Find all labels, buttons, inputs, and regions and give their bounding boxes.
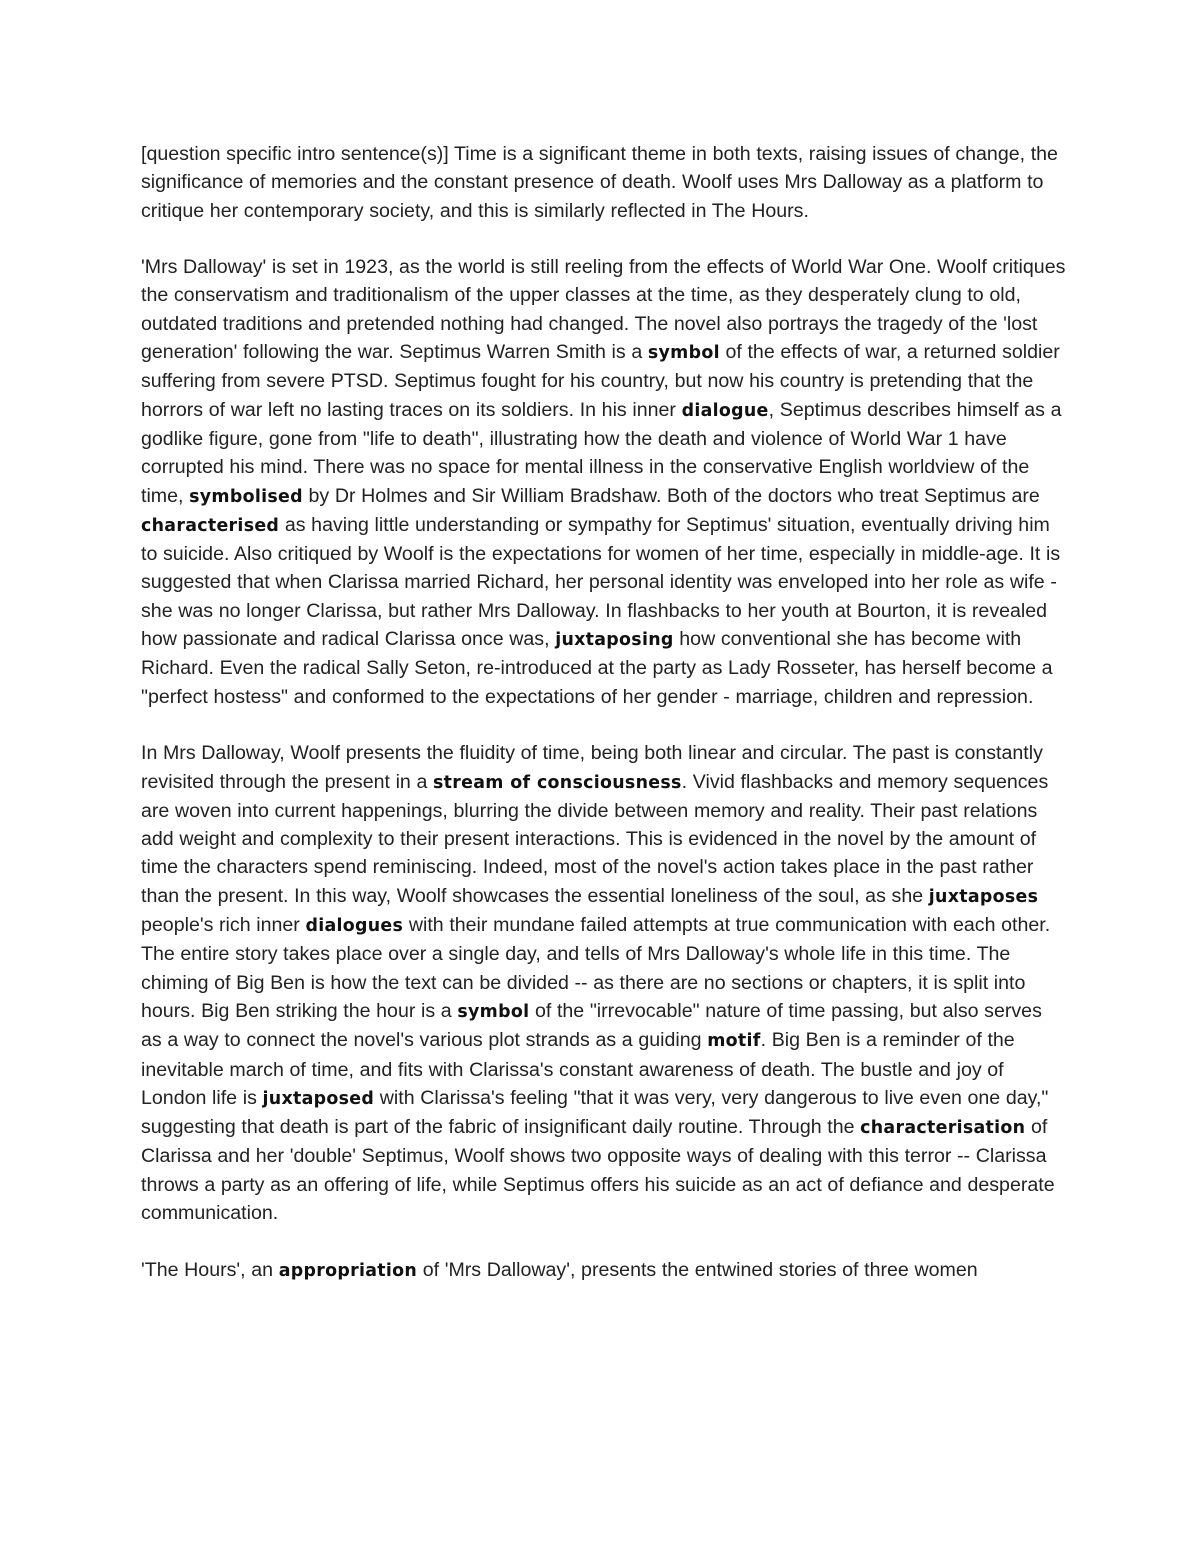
keyword-bold: appropriation (278, 1260, 418, 1281)
keyword-bold: characterisation (860, 1118, 1026, 1139)
text-run: people's rich inner (141, 914, 306, 937)
keyword-bold: motif (707, 1031, 761, 1052)
text-run: of the "irrevocable" nature of time passing, but also serves as a way to connect the novel's various plot strands as a guiding (141, 999, 1042, 1052)
text-run: 'The Hours', an (141, 1258, 279, 1281)
text-run: 'Mrs Dalloway' is set in 1923, as the world is still reeling from the effects of World War One. Woolf critiques the conservatism and traditionalism of the upper classes at the time, as they desperately clung to old, outdated traditions and pretended nothing had changed. The novel also portrays the tragedy of the 'lost generation' following the war. Septimus Warren Smith is a (141, 256, 1066, 364)
keyword-bold: characterised (141, 515, 280, 536)
paragraph-intro (141, 140, 1066, 225)
text-run: . Big Ben is a reminder of the inevitable march of time, and fits with Clarissa's constant awareness of death. The bustle and joy of London life is (141, 1029, 1015, 1109)
keyword-bold: stream of consciousness (433, 772, 682, 793)
paragraph-the-hours (141, 1256, 1066, 1285)
text-run: with their mundane failed attempts at true communication with each other. The entire story takes place over a single day, and tells of Mrs Dalloway's whole life in this time. The chiming of Big Ben is how the text can be divided -- as there are no sections or chapters, it is split into hours. Big Ben striking the hour is a (141, 914, 1051, 1022)
paragraph-context (141, 253, 1066, 711)
text-run: how conventional she has become with Richard. Even the radical Sally Seton, re-introduced at the party as Lady Rosseter, has herself become a "perfect hostess" and conformed to the expectations of her gender - marriage, children and repression. (141, 628, 1053, 708)
keyword-bold: dialogues (305, 916, 404, 937)
keyword-bold: juxtaposing (555, 630, 674, 651)
text-run: of Clarissa and her 'double' Septimus, Woolf shows two opposite ways of dealing with this terror -- Clarissa throws a party as an offering of life, while Septimus offers his suicide as an act of defiance and desperate communication. (141, 1116, 1055, 1224)
keyword-bold: juxtaposed (262, 1088, 375, 1109)
text-run: . Vivid flashbacks and memory sequences are woven into current happenings, blurring the divide between memory and reality. Their past relations add weight and complexity to their present interactions. This is evidenced in the novel by the amount of time the characters spend reminiscing. Indeed, most of the novel's action takes place in the past rather than the present. In this way, Woolf showcases the essential loneliness of the soul, as she (141, 770, 1049, 907)
keyword-bold: dialogue (681, 400, 769, 421)
text-run: with Clarissa's feeling "that it was very, very dangerous to live even one day," suggesting that death is part of the fabric of insignificant daily routine. Through the (141, 1086, 1049, 1139)
keyword-bold: symbol (457, 1001, 530, 1022)
keyword-bold: juxtaposes (928, 886, 1039, 907)
text-run: , Septimus describes himself as a godlike figure, gone from "life to death", illustrating how the death and violence of World War 1 have corrupted his mind. There was no space for mental illness in the conservative English worldview of the time, (141, 398, 1062, 507)
text-run: by Dr Holmes and Sir William Bradshaw. Both of the doctors who treat Septimus are (302, 484, 1040, 507)
text-run: as having little understanding or sympathy for Septimus' situation, eventually driving him to suicide. Also critiqued by Woolf is the expectations for women of her time, especially in middle-age. It is suggested that when Clarissa married Richard, her personal identity was enveloped into her role as wife - she was no longer Clarissa, but rather Mrs Dalloway. In flashbacks to her youth at Bourton, it is revealed how passionate and radical Clarissa once was, (141, 513, 1061, 651)
text-run: of the effects of war, a returned soldier suffering from severe PTSD. Septimus fought for his country, but now his country is pretending that the horrors of war left no lasting traces on its soldiers. In his inner (141, 341, 1060, 421)
text-run: [question specific intro sentence(s)] Time is a significant theme in both texts, raising issues of change, the significance of memories and the constant presence of death. Woolf uses Mrs Dalloway as a platform to critique her contemporary society, and this is similarly reflected in The Hours. (141, 143, 1058, 222)
document-body (141, 140, 1066, 1313)
paragraph-time (141, 739, 1066, 1227)
keyword-bold: symbol (647, 343, 720, 364)
keyword-bold: symbolised (189, 486, 303, 507)
text-run: In Mrs Dalloway, Woolf presents the fluidity of time, being both linear and circular. The past is constantly revisited through the present in a (141, 742, 1043, 793)
text-run: of 'Mrs Dalloway', presents the entwined stories of three women (417, 1258, 978, 1281)
